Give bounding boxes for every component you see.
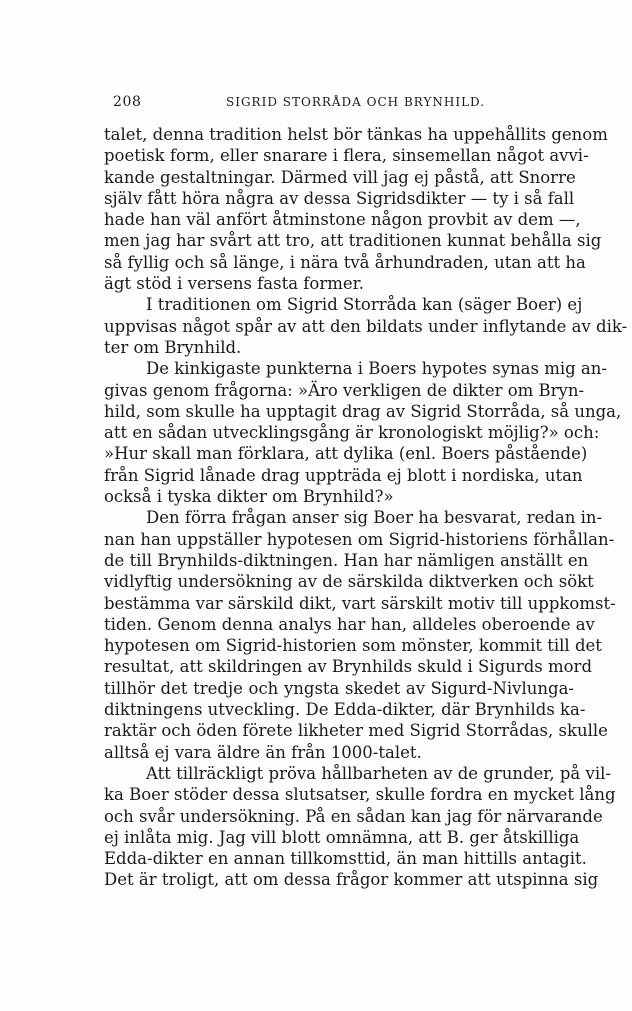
- text-line: hild, som skulle ha upptagit drag av Sigrid Storråda, så unga,: [104, 401, 622, 421]
- text-line: ägt stöd i versens fasta former.: [104, 274, 364, 294]
- text-line: De kinkigaste punkterna i Boers hypotes synas mig an-: [146, 359, 607, 379]
- text-line: uppvisas något spår av att den bildats under inflytande av dik-: [104, 316, 628, 336]
- text-line: från Sigrid lånade drag uppträda ej blott i nordiska, utan: [104, 465, 583, 485]
- text-line: ka Boer stöder dessa slutsatser, skulle fordra en mycket lång: [104, 785, 616, 805]
- text-line: ej inlåta mig. Jag vill blott omnämna, att B. ger åtskilliga: [104, 827, 580, 847]
- text-line: också i tyska dikter om Brynhild?»: [104, 487, 394, 507]
- text-line: och svår undersökning. På en sådan kan jag för närvarande: [104, 806, 603, 826]
- text-line: de till Brynhilds-diktningen. Han har nämligen anställt en: [104, 550, 589, 570]
- text-line: diktningens utveckling. De Edda-dikter, där Brynhilds ka-: [104, 700, 586, 720]
- running-head: SIGRID STORRÅDA OCH BRYNHILD.: [226, 95, 486, 109]
- text-line: tillhör det tredje och yngsta skedet av Sigurd-Nivlunga-: [104, 678, 574, 698]
- text-line: tiden. Genom denna analys har han, alldeles oberoende av: [104, 614, 595, 634]
- text-line: bestämma var särskild dikt, vart särskilt motiv till uppkomst-: [104, 593, 616, 613]
- text-line: nan han uppställer hypotesen om Sigrid-historiens förhållan-: [104, 529, 615, 549]
- text-line: själv fått höra några av dessa Sigridsdikter — ty i så fall: [104, 188, 575, 208]
- text-line: ter om Brynhild.: [104, 337, 242, 357]
- text-line: att en sådan utvecklingsgång är kronologiskt möjlig?» och:: [104, 423, 600, 443]
- text-line: talet, denna tradition helst bör tänkas ha uppehållits genom: [104, 125, 608, 144]
- text-line: men jag har svårt att tro, att traditionen kunnat behålla sig: [104, 231, 602, 251]
- text-line: poetisk form, eller snarare i flera, sinsemellan något avvi-: [104, 146, 589, 166]
- page-header: [113, 94, 583, 114]
- page-number: 208: [113, 94, 142, 110]
- text-line: vidlyftig undersökning av de särskilda diktverken och sökt: [104, 572, 594, 592]
- text-line: raktär och öden förete likheter med Sigrid Storrådas, skulle: [104, 721, 608, 741]
- text-line: givas genom frågorna: »Äro verkligen de dikter om Bryn-: [104, 380, 585, 400]
- text-line: så fyllig och så länge, i nära två århundraden, utan att ha: [104, 252, 586, 272]
- text-line: hypotesen om Sigrid-historien som mönster, kommit till det: [104, 636, 602, 656]
- text-line: resultat, att skildringen av Brynhilds skuld i Sigurds mord: [104, 657, 593, 677]
- text-line: hade han väl anfört åtminstone någon provbit av dem —,: [104, 210, 581, 230]
- text-line: kande gestaltningar. Därmed vill jag ej påstå, att Snorre: [104, 167, 576, 187]
- text-line: Edda-dikter en annan tillkomsttid, än man hittills antagit.: [104, 849, 587, 869]
- text-line: Det är troligt, att om dessa frågor kommer att utspinna sig: [104, 870, 599, 890]
- body-text: [104, 124, 628, 891]
- text-line: Den förra frågan anser sig Boer ha besvarat, redan in-: [146, 508, 603, 528]
- text-line: alltså ej vara äldre än från 1000-talet.: [104, 742, 422, 762]
- text-line: Att tillräckligt pröva hållbarheten av de grunder, på vil-: [146, 763, 611, 783]
- text-line: I traditionen om Sigrid Storråda kan (säger Boer) ej: [146, 295, 583, 315]
- text-line: »Hur skall man förklara, att dylika (enl. Boers påstående): [104, 444, 588, 464]
